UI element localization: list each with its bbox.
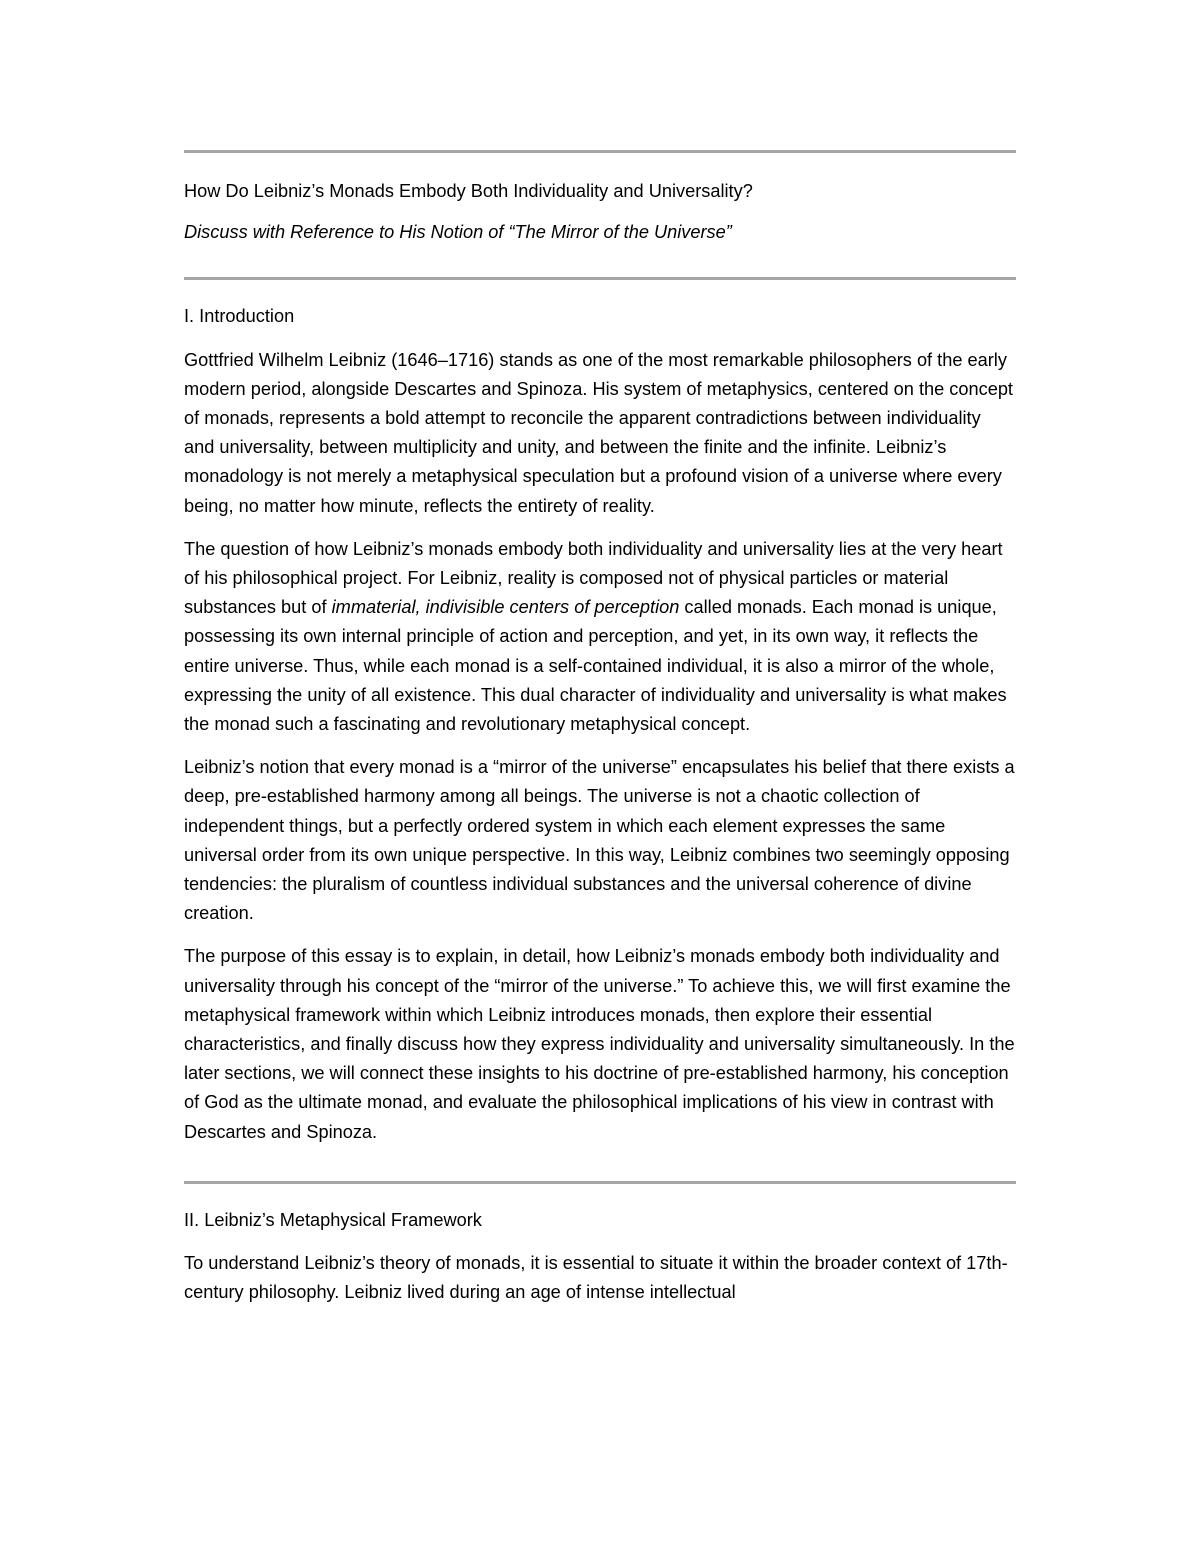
essay-title: How Do Leibniz’s Monads Embody Both Individuality and Universality? [184, 181, 753, 201]
framework-paragraph-1: To understand Leibniz’s theory of monads, it is essential to situate it within the broader context of 17th-century philosophy. Leibniz lived during an age of intense intellectual [184, 1253, 1008, 1303]
document-page [184, 150, 1016, 1308]
essay-subtitle: Discuss with Reference to His Notion of “The Mirror of the Universe” [184, 222, 732, 243]
section-heading-introduction: I. Introduction [184, 306, 295, 327]
intro-paragraph-1: Gottfried Wilhelm Leibniz (1646–1716) stands as one of the most remarkable philosophers of the early modern period, alongside Descartes and Spinoza. His system of metaphysics, centered on the concept of monads, represents a bold attempt to reconcile the apparent contradictions between individuality and universality, between multiplicity and unity, and between the finite and the infinite. Leibniz’s monadology is not merely a metaphysical speculation but a profound vision of a universe where every being, no matter how minute, reflects the entirety of reality. [184, 349, 1013, 516]
title-divider [184, 277, 1016, 280]
intro-paragraph-2-emphasis: immaterial, indivisible centers of perception [331, 597, 680, 618]
intro-paragraph-4: The purpose of this essay is to explain, in detail, how Leibniz’s monads embody both individuality and universality through his concept of the “mirror of the universe.” To achieve this, we will first examine the metaphysical framework within which Leibniz introduces monads, then explore their essential characteristics, and finally discuss how they express individuality and universality simultaneously. In the later sections, we will connect these insights to his doctrine of pre-established harmony, his conception of God as the ultimate monad, and evaluate the philosophical implications of his view in contrast with Descartes and Spinoza. [184, 946, 1015, 1142]
section-heading-framework: II. Leibniz’s Metaphysical Framework [184, 1209, 482, 1230]
intro-paragraph-2-start: The question of how Leibniz’s monads embody both individuality and universality lies at the very heart of his philosophical project. For Leibniz, reality is composed not of physical particles or material substances but of [184, 538, 1003, 618]
top-divider [184, 150, 1016, 153]
intro-paragraph-2 [184, 535, 1016, 739]
intro-paragraph-2-end: called monads. Each monad is unique, possessing its own internal principle of action and perception, and yet, in its own way, it reflects the entire universe. Thus, while each monad is a self-contained individual, it is also a mirror of the whole, expressing the unity of all existence. This dual character of individuality and universality is what makes the monad such a fascinating and revolutionary metaphysical concept. [184, 597, 1007, 735]
section-divider [184, 1181, 1016, 1184]
intro-paragraph-3: Leibniz’s notion that every monad is a “mirror of the universe” encapsulates his belief that there exists a deep, pre-established harmony among all beings. The universe is not a chaotic collection of independent things, but a perfectly ordered system in which each element expresses the same universal order from its own unique perspective. In this way, Leibniz combines two seemingly opposing tendencies: the pluralism of countless individual substances and the universal coherence of divine creation. [184, 757, 1015, 924]
